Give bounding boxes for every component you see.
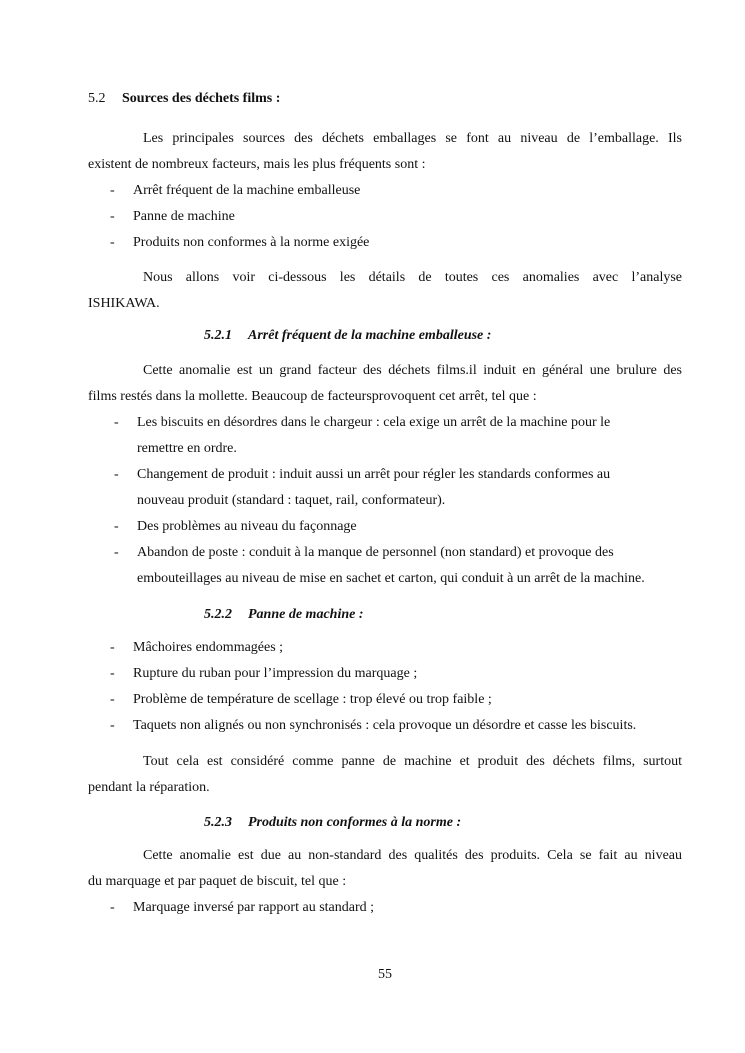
sub3-line-1: Cette anomalie est due au non-standard des qualités des produits. Cela se fait au niveau <box>143 848 682 863</box>
list-item: - Panne de machine <box>110 209 235 224</box>
list-item: - Problème de température de scellage : trop élevé ou trop faible ; <box>110 692 492 707</box>
list-item: - Mâchoires endommagées ; <box>110 640 284 655</box>
section-heading <box>88 86 280 112</box>
sub2-paragraph <box>88 749 682 801</box>
sources-list <box>88 178 682 256</box>
sub3-paragraph <box>88 843 682 895</box>
sub1-paragraph <box>88 358 682 410</box>
sub2-line-2: pendant la réparation. <box>88 780 210 795</box>
sub3-line-2: du marquage et par paquet de biscuit, tel que : <box>88 874 347 889</box>
page-number: 55 <box>378 967 392 982</box>
list-item: - Changement de produit : induit aussi un arrêt pour régler les standards conformes au nouveau produit (standard : taquet, rail, conformateur). <box>114 467 611 508</box>
intro-paragraph <box>88 126 682 178</box>
transition-line-2: ISHIKAWA. <box>88 296 160 311</box>
anomaly-list <box>88 410 682 592</box>
sub1-line-1: Cette anomalie est un grand facteur des déchets films.il induit en général une brulure des <box>143 363 682 378</box>
list-item: - Taquets non alignés ou non synchronisés : cela provoque un désordre et casse les biscuits. <box>110 718 637 733</box>
sub2-line-1: Tout cela est considéré comme panne de machine et produit des déchets films, surtout <box>143 754 682 769</box>
list-item: - Les biscuits en désordres dans le chargeur : cela exige un arrêt de la machine pour le remettre en ordre. <box>114 415 611 456</box>
list-item: - Produits non conformes à la norme exigée <box>110 235 370 250</box>
section-number: 5.2 <box>88 91 106 106</box>
subsection-heading-1: 5.2.1 Arrêt fréquent de la machine emballeuse : <box>204 328 492 343</box>
intro-line-2: existent de nombreux facteurs, mais les plus fréquents sont : <box>88 157 426 172</box>
subsection-heading-3: 5.2.3 Produits non conformes à la norme : <box>204 815 462 830</box>
section-title: Sources des déchets films : <box>122 91 281 106</box>
list-item: - Arrêt fréquent de la machine emballeuse <box>110 183 361 198</box>
transition-line-1: Nous allons voir ci-dessous les détails de toutes ces anomalies avec l’analyse <box>143 270 682 285</box>
list-item: - Rupture du ruban pour l’impression du marquage ; <box>110 666 418 681</box>
breakdown-list <box>88 635 682 739</box>
list-item: - Abandon de poste : conduit à la manque de personnel (non standard) et provoque des embouteillages au niveau de mise en sachet et carton, qui conduit à un arrêt de la machine. <box>114 545 645 586</box>
nonconform-list <box>88 895 682 921</box>
list-item: - Des problèmes au niveau du façonnage <box>114 519 357 534</box>
intro-line-1: Les principales sources des déchets emballages se font au niveau de l’emballage. Ils <box>143 131 682 146</box>
sub1-line-2: films restés dans la mollette. Beaucoup de facteursprovoquent cet arrêt, tel que : <box>88 389 537 404</box>
transition-paragraph <box>88 265 682 317</box>
subsection-heading-2: 5.2.2 Panne de machine : <box>204 607 364 622</box>
list-item: - Marquage inversé par rapport au standard ; <box>110 900 375 915</box>
